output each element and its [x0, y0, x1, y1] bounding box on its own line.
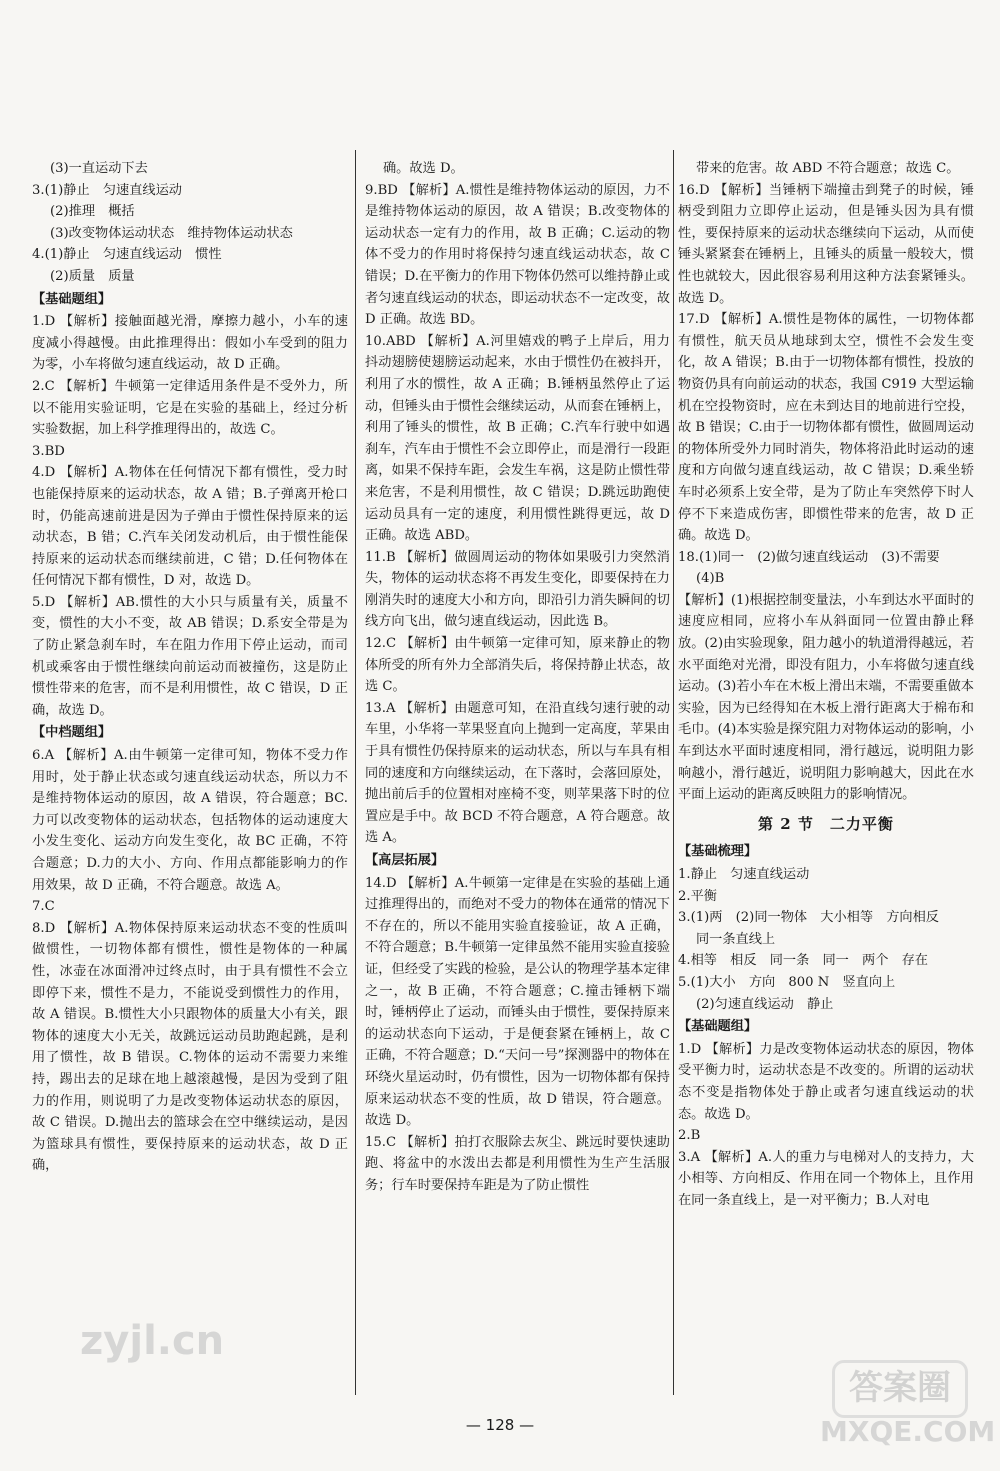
answer-paragraph: 17.D 【解析】A.惯性是物体的属性，一切物体都有惯性，航天员从地球到太空，惯性不会发生变化，故 A 错误；B.由于一切物体都有惯性，投放的物资仍具有向前运动的状态，我国 C919 大型运输机在空投物资时，应在未到达目的地前进行空投，故 B 错误；C.由于一切物体都有惯性，做圆周运动的物体所受外力同时消失，物体将沿此时运动的速度和方向做匀速直线运动，故 C 错误；D.乘坐轿车时必须系上安全带，是为了防止车突然停下时人停不下来造成伤害，即惯性带来的危害，故 D 正确。故选 D。	[678, 312, 974, 544]
answer-paragraph: 10.ABD 【解析】A.河里嬉戏的鸭子上岸后，用力抖动翅膀使翅膀运动起来，水由于惯性仍在被抖开，利用了水的惯性，故 A 正确；B.锤柄虽然停止了运动，但锤头由于惯性会继续运动，从而套在锤柄上，利用了锤头的惯性，故 B 正确；C.汽车行驶中如遇刹车，汽车由于惯性不会立即停止，而是滑行一段距离，如果不保持车距，会发生车祸，这是防止惯性带来危害，不是利用惯性，故 C 错误；D.跳远助跑使运动员具有一定的速度，利用惯性跳得更远，故 D 正确。故选 ABD。	[365, 333, 670, 544]
column-divider-left	[355, 150, 356, 1395]
answer-paragraph: 1.D 【解析】力是改变物体运动状态的原因，物体受平衡力时，运动状态是不改变的。所谓的运动状态不变是指物体处于静止或者匀速直线运动的状态。故选 D。	[678, 1041, 974, 1122]
answer-paragraph: (2)质量 质量	[50, 268, 135, 284]
answer-paragraph: (2)匀速直线运动 静止	[696, 996, 834, 1012]
answer-paragraph: 16.D 【解析】当锤柄下端撞击到凳子的时候，锤柄受到阻力立即停止运动，但是锤头因为具有惯性，要保持原来的运动状态继续向下运动，从而使锤头紧紧套在锤柄上，且锤头的质量一般较大，惯性也就较大，因此很容易利用这种方法套紧锤头。故选 D。	[678, 182, 974, 306]
section-title: 第 2 节 二力平衡	[758, 814, 894, 833]
answer-paragraph: 13.A 【解析】由题意可知，在沿直线匀速行驶的动车里，小华将一苹果竖直向上抛到一定高度，苹果由于具有惯性仍保持原来的运动状态，所以与车具有相同的速度和方向继续运动，在下落时，会落回原处，抛出前后手的位置相对座椅不变，则苹果落下时的位置应是手中。故 BCD 不符合题意，A 符合题意。故选 A。	[365, 700, 670, 846]
watermark-logo: 答案圈	[832, 1360, 968, 1418]
column-right	[678, 158, 974, 1212]
answer-paragraph: 11.B 【解析】做圆周运动的物体如果吸引力突然消失，物体的运动状态将不再发生变化，即要保持在力刚消失时的速度大小和方向，即沿引力消失瞬间的切线方向飞出，做匀速直线运动，因此选 B。	[365, 549, 670, 630]
answer-paragraph: 15.C 【解析】拍打衣服除去灰尘、跳远时要快速助跑、将盆中的水泼出去都是利用惯性为生产生活服务；行车时要保持车距是为了防止惯性	[365, 1134, 670, 1193]
answer-paragraph: 4.相等 相反 同一条 同一 两个 存在	[678, 953, 928, 969]
section-heading: 【高层拓展】	[365, 853, 445, 868]
watermark-mxqe: MXQE.COM	[820, 1415, 996, 1448]
section-heading: 【基础梳理】	[678, 844, 758, 860]
answer-paragraph: (3)改变物体运动状态 维持物体运动状态	[50, 225, 293, 241]
answer-paragraph: 14.D 【解析】A.牛顿第一定律是在实验的基础上通过推理得出的，而绝对不受力的物体在通常的情况下不存在的，所以不能用实验直接验证，故 A 正确，不符合题意；B.牛顿第一定律虽然不能用实验直接验证，但经受了实践的检验，是公认的物理学基本定律之一，故 B 正确，不符合题意；C.撞击锤柄下端时，锤柄停止了运动，而锤头由于惯性，要保持原来的运动状态向下运动，于是便套紧在锤柄上，故 C 正确，不符合题意；D.“天问一号”探测器中的物体在环绕火星运动时，仍有惯性，因为一切物体都有保持原来运动状态不变的性质，故 D 错误，符合题意。故选 D。	[365, 875, 670, 1129]
answer-paragraph: (3)一直运动下去	[50, 161, 148, 176]
answer-paragraph: 1.静止 匀速直线运动	[678, 867, 810, 882]
answer-paragraph: 确。故选 D。	[383, 161, 464, 176]
answer-paragraph: 1.D 【解析】接触面越光滑，摩擦力越小，小车的速度减小得越慢。由此推理得出：假如小车受到的阻力为零，小车将做匀速直线运动，故 D 正确。	[32, 314, 348, 373]
column-middle	[365, 158, 670, 1197]
answer-paragraph: 2.C 【解析】牛顿第一定律适用条件是不受外力，所以不能用实验证明，它是在实验的基础上，经过分析实验数据，加上科学推理得出的，故选 C。	[32, 378, 348, 438]
answer-paragraph: 同一条直线上	[696, 931, 776, 947]
answer-paragraph: 【解析】(1)根据控制变量法，小车到达水平面时的速度应相同，应将小车从斜面同一位置由静止释放。(2)由实验现象，阻力越小的轨道滑得越远，若水平面绝对光滑，即没有阻力，小车将做匀速直线运动。(3)若小车在木板上滑出末端，不需要重做本实验，因为已经得知在木板上滑行距离大于棉布和毛巾。(4)本实验是探究阻力对物体运动的影响，小车到达水平面时速度相同，滑行越远，说明阻力影响越小，滑行越近，说明阻力影响越大，因此在水平面上运动的距离反映阻力的影响情况。	[678, 592, 974, 803]
answer-paragraph: 3.(1)两 (2)同一物体 大小相等 方向相反	[678, 910, 939, 926]
answer-paragraph: (2)推理 概括	[50, 204, 135, 220]
answer-paragraph: 12.C 【解析】由牛顿第一定律可知，原来静止的物体所受的所有外力全部消失后，将保持静止状态，故选 C。	[365, 636, 670, 695]
page-number: — 128 —	[465, 1416, 535, 1434]
answer-paragraph: 6.A 【解析】A.由牛顿第一定律可知，物体不受力作用时，处于静止状态或匀速直线运动状态，所以力不是维持物体运动的原因，故 A 错误，符合题意；BC.力可以改变物体的运动状态，包括物体的运动速度大小发生变化、运动方向发生变化，故 BC 正确，不符合题意；D.力的大小、方向、作用点都能影响力的作用效果，故 D 正确，不符合题意。故选 A。	[32, 748, 348, 893]
answer-paragraph: (4)B	[696, 571, 725, 587]
answer-paragraph: 带来的危害。故 ABD 不符合题意；故选 C。	[696, 161, 960, 176]
section-heading: 【基础题组】	[32, 291, 112, 307]
answer-paragraph: 2.B	[678, 1128, 701, 1144]
section-heading: 【中档题组】	[32, 725, 112, 741]
answer-paragraph: 7.C	[32, 899, 55, 915]
column-left	[32, 158, 348, 1177]
answer-paragraph: 3.A 【解析】A.人的重力与电梯对人的支持力，大小相等、方向相反、作用在同一个物体上，且作用在同一条直线上，是一对平衡力；B.人对电	[678, 1149, 974, 1208]
answer-paragraph: 4.D 【解析】A.物体在任何情况下都有惯性，受力时也能保持原来的运动状态，故 A 错；B.子弹离开枪口时，仍能高速前进是因为子弹由于惯性保持原来的运动状态，B 错；C.汽车关闭发动机后，由于惯性能保持原来的运动状态而继续前进，C 错；D.任何物体在任何情况下都有惯性，D 对，故选 D。	[32, 465, 348, 589]
answer-paragraph: 18.(1)同一 (2)做匀速直线运动 (3)不需要	[678, 549, 940, 565]
answer-paragraph: 3.BD	[32, 443, 65, 459]
answer-paragraph: 8.D 【解析】A.物体保持原来运动状态不变的性质叫做惯性，一切物体都有惯性，惯性是物体的一种属性，冰壶在冰面滑冲过终点时，由于具有惯性不会立即停下来，惯性不是力，不能说受到惯性力的作用，故 A 错误。B.惯性大小只跟物体的质量大小有关，跟物体的速度大小无关，故跳远运动员助跑起跳，是利用了惯性，故 B 错误。C.物体的运动不需要力来维持，踢出去的足球在地上越滚越慢，是因为受到了阻力的作用，则说明了力是改变物体运动状态的原因，故 C 错误。D.抛出去的篮球会在空中继续运动，是因为篮球具有惯性，要保持原来的运动状态，故 D 正确，	[32, 920, 348, 1174]
answer-paragraph: 5.(1)大小 方向 800 N 竖直向上	[678, 974, 896, 990]
watermark-zyjl: zyjl.cn	[80, 1318, 225, 1364]
answer-paragraph: 9.BD 【解析】A.惯性是维持物体运动的原因，力不是维持物体运动的原因，故 A 错误；B.改变物体的运动状态一定有力的作用，故 B 正确；C.运动的物体不受力的作用时将保持匀速直线运动状态，故 C 错误；D.在平衡力的作用下物体仍然可以维持静止或者匀速直线运动的状态，即运动状态不一定改变，故 D 正确。故选 BD。	[365, 182, 670, 328]
answer-paragraph: 5.D 【解析】AB.惯性的大小只与质量有关，质量不变，惯性的大小不变，故 AB 错误；D.系安全带是为了防止紧急刹车时，车在阻力作用下停止运动，而司机或乘客由于惯性继续向前运动而被撞伤，这是防止惯性带来的危害，而不是利用惯性，故 C 错误，D 正确，故选 D。	[32, 594, 348, 718]
section-heading: 【基础题组】	[678, 1019, 758, 1035]
answer-paragraph: 4.(1)静止 匀速直线运动 惯性	[32, 247, 222, 263]
column-divider-right	[673, 150, 674, 1395]
answer-paragraph: 3.(1)静止 匀速直线运动	[32, 182, 182, 198]
answer-paragraph: 2.平衡	[678, 888, 717, 904]
